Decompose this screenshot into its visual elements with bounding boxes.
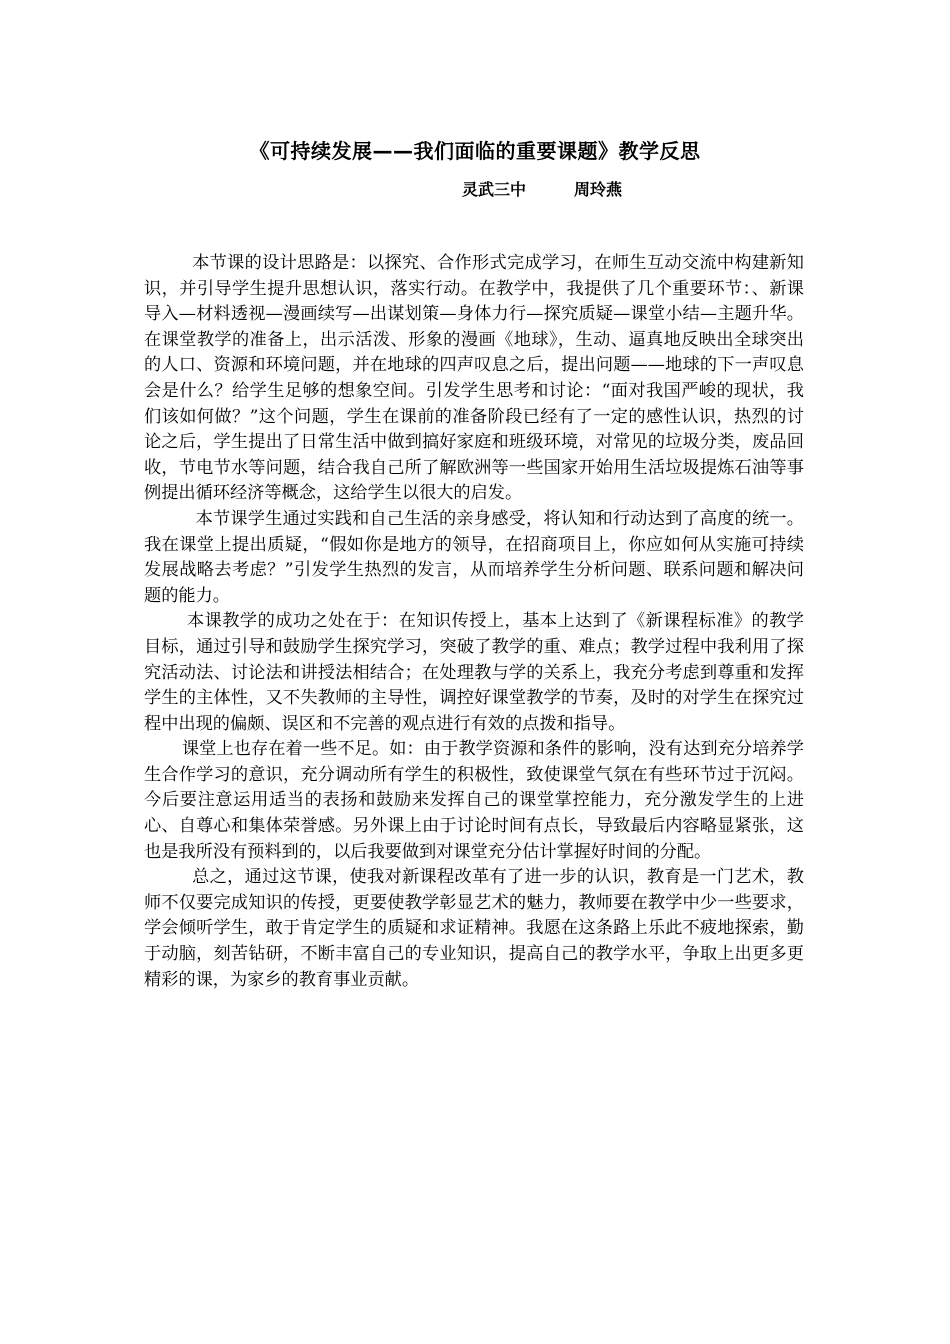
author-line [462,178,622,202]
paragraph-design-idea: 本节课的设计思路是：以探究、合作形式完成学习，在师生互动交流中构建新知识，并引导学生提升思想认识，落实行动。在教学中，我提供了几个重要环节：、新课导入—材料透视—漫画续写—出谋划策—身体力行—探究质疑—课堂小结—主题升华。在课堂教学的准备上，出示活泼、形象的漫画《地球》，生动、逼真地反映出全球突出的人口、资源和环境问题，并在地球的四声叹息之后，提出问题——地球的下一声叹息会是什么？给学生足够的想象空间。引发学生思考和讨论：“面对我国严峻的现状，我们该如何做？”这个问题，学生在课前的准备阶段已经有了一定的感性认识，热烈的讨论之后，学生提出了日常生活中做到搞好家庭和班级环境，对常见的垃圾分类，废品回收，节电节水等问题，结合我自己所了解欧洲等一些国家开始用生活垃圾提炼石油等事例提出循环经济等概念，这给学生以很大的启发。 [144,253,804,504]
paragraph-summary: 总之，通过这节课，使我对新课程改革有了进一步的认识，教育是一门艺术，教师不仅要完成知识的传授，更要使教学彰显艺术的魅力，教师要在教学中少一些要求，学会倾听学生，敢于肯定学生的质疑和求证精神。我愿在这条路上乐此不疲地探索，勤于动脑，刻苦钻研，不断丰富自己的专业知识，提高自己的教学水平，争取上出更多更精彩的课，为家乡的教育事业贡献。 [144,867,804,990]
document-title: 《可持续发展——我们面临的重要课题》教学反思 [249,139,701,163]
paragraph-success: 本课教学的成功之处在于：在知识传授上，基本上达到了《新课程标准》的教学目标，通过引导和鼓励学生探究学习，突破了教学的重、难点；教学过程中我利用了探究活动法、讨论法和讲授法相结合；在处理教与学的关系上，我充分考虑到尊重和发挥学生的主体性，又不失教师的主导性，调控好课堂教学的节奏，及时的对学生在探究过程中出现的偏颇、误区和不完善的观点进行有效的点拨和指导。 [144,611,804,734]
author-name: 周玲燕 [574,180,623,199]
paragraph-shortcomings: 课堂上也存在着一些不足。如：由于教学资源和条件的影响，没有达到充分培养学生合作学习的意识，充分调动所有学生的积极性，致使课堂气氛在有些环节过于沉闷。今后要注意运用适当的表扬和鼓励来发挥自己的课堂掌控能力，充分激发学生的上进心、自尊心和集体荣誉感。另外课上由于讨论时间有点长，导致最后内容略显紧张，这也是我所没有预料到的，以后我要做到对课堂充分估计掌握好时间的分配。 [144,739,804,862]
document-body [144,251,804,993]
school-name: 灵武三中 [462,180,527,199]
paragraph-practice: 本节课学生通过实践和自己生活的亲身感受，将认知和行动达到了高度的统一。我在课堂上提出质疑，“假如你是地方的领导，在招商项目上，你应如何从实施可持续发展战略去考虑？”引发学生热烈的发言，从而培养学生分析问题、联系问题和解决问题的能力。 [144,508,804,606]
